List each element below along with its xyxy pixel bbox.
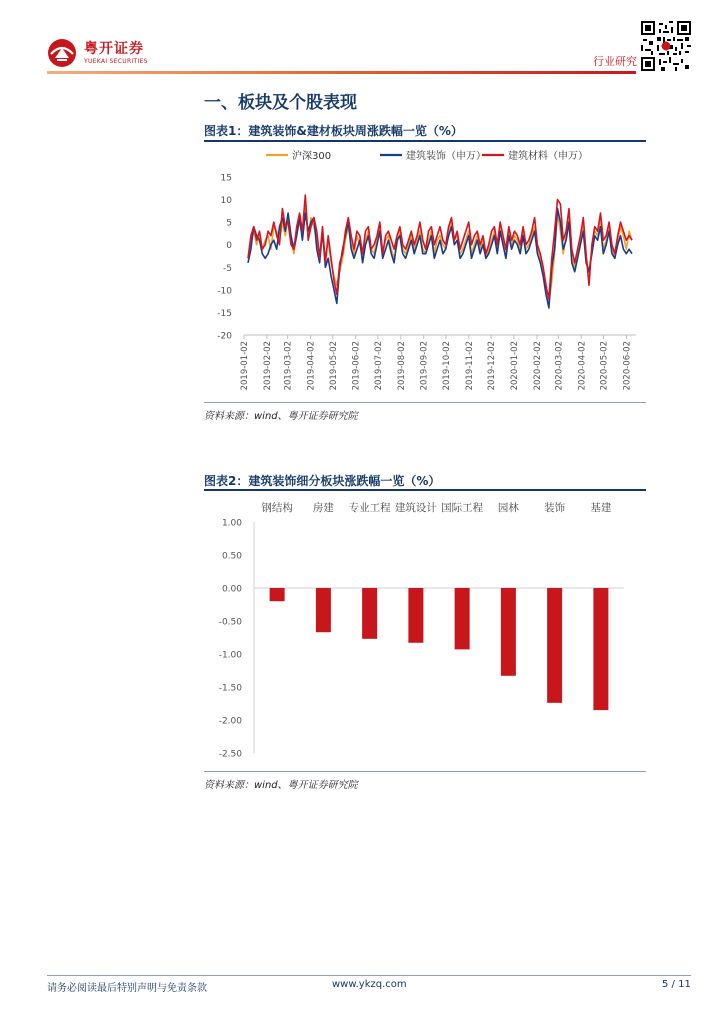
y-tick-label-4: -1.00	[218, 650, 242, 661]
category-label-2: 专业工程	[348, 502, 391, 514]
figure1-top-rule	[204, 140, 646, 142]
footer-disclaimer: 请务必阅读最后特别声明与免责条款	[47, 983, 207, 994]
x-tick-label-6: 2019-07-02	[373, 341, 384, 391]
bar-3	[408, 588, 423, 643]
y-tick-label-2: 0.00	[221, 584, 242, 595]
document-type: 行业研究	[593, 55, 637, 68]
figure2-source: 资料来源：wind、粤开证券研究院	[204, 780, 358, 791]
y-tick-label-2: 5	[226, 218, 232, 229]
brand-name-en: YUEKAI SECURITIES	[84, 58, 148, 65]
y-tick-label-7: -20	[217, 331, 232, 342]
y-tick-label-3: -0.50	[218, 617, 242, 628]
category-label-4: 国际工程	[441, 502, 484, 514]
bar-1	[316, 588, 331, 632]
figure1-source: 资料来源：wind、粤开证券研究院	[204, 411, 358, 422]
x-tick-label-1: 2019-02-02	[262, 341, 273, 391]
x-tick-label-5: 2019-06-02	[351, 341, 362, 391]
x-tick-label-8: 2019-09-02	[419, 341, 430, 391]
y-tick-label-3: 0	[226, 241, 232, 252]
bar-0	[270, 588, 285, 601]
figure2-bar-chart	[204, 492, 646, 768]
figure2-bottom-rule	[204, 771, 646, 772]
x-tick-label-9: 2019-10-02	[441, 341, 452, 391]
y-tick-label-6: -2.00	[218, 716, 242, 727]
x-tick-label-10: 2019-11-02	[464, 341, 475, 391]
footer-rule	[47, 975, 691, 976]
figure1-bottom-rule	[204, 402, 646, 403]
y-tick-label-1: 0.50	[221, 551, 242, 562]
bar-6	[547, 588, 562, 703]
x-tick-label-2: 2019-03-02	[283, 341, 294, 391]
company-logo-icon	[47, 38, 77, 68]
category-label-3: 建筑设计	[394, 502, 437, 514]
y-tick-label-0: 1.00	[221, 518, 242, 529]
x-tick-label-7: 2019-08-02	[396, 341, 407, 391]
y-tick-label-7: -2.50	[218, 749, 242, 760]
legend-label-2: 建筑材料（申万）	[508, 151, 588, 162]
x-tick-label-14: 2020-03-02	[554, 341, 565, 391]
figure1-series	[248, 195, 632, 308]
page-number: 5 / 11	[662, 979, 691, 990]
footer-url[interactable]: www.ykzq.com	[332, 979, 407, 990]
figure2-bars	[270, 588, 609, 710]
x-tick-label-4: 2019-05-02	[328, 341, 339, 391]
x-tick-label-16: 2020-05-02	[599, 341, 610, 391]
y-tick-label-5: -10	[217, 286, 232, 297]
bar-5	[501, 588, 516, 676]
bar-4	[455, 588, 470, 649]
figure1-x-axis	[240, 335, 636, 390]
figure2-top-rule	[204, 489, 646, 491]
y-tick-label-1: 10	[220, 196, 232, 207]
y-tick-label-0: 15	[220, 173, 232, 184]
y-tick-label-4: -5	[223, 263, 232, 274]
bar-7	[593, 588, 608, 710]
x-tick-label-0: 2019-01-02	[240, 341, 250, 391]
x-tick-label-11: 2019-12-02	[487, 341, 498, 391]
legend-label-0: 沪深300	[292, 151, 332, 162]
figure1-title: 图表1：建筑装饰&建材板块周涨跌幅一览（%）	[204, 124, 463, 138]
x-tick-label-13: 2020-02-02	[532, 341, 543, 391]
figure1-line-chart	[204, 143, 646, 399]
header-rule	[47, 71, 636, 74]
figure2-title: 图表2：建筑装饰细分板块涨跌幅一览（%）	[204, 474, 441, 488]
x-tick-label-17: 2020-06-02	[622, 341, 633, 391]
section-title: 一、板块及个股表现	[204, 93, 357, 113]
y-tick-label-5: -1.50	[218, 683, 242, 694]
x-tick-label-12: 2020-01-02	[509, 341, 520, 391]
qr-code-icon	[641, 21, 691, 71]
x-tick-label-3: 2019-04-02	[306, 341, 317, 391]
bar-2	[362, 588, 377, 639]
page-header	[0, 0, 724, 80]
category-label-0: 钢结构	[261, 502, 293, 514]
category-label-5: 园林	[497, 502, 519, 514]
figure1-y-axis	[217, 174, 232, 342]
brand-name: 粤开证券	[84, 41, 144, 57]
legend-label-1: 建筑装饰（申万）	[406, 151, 486, 162]
x-tick-label-15: 2020-04-02	[577, 341, 588, 391]
category-label-6: 装饰	[544, 502, 566, 514]
series-line-0	[248, 209, 632, 304]
category-label-7: 基建	[590, 502, 612, 514]
figure1-legend	[266, 149, 588, 162]
y-tick-label-6: -15	[217, 308, 232, 319]
category-label-1: 房建	[312, 502, 334, 514]
series-line-2	[248, 195, 632, 299]
figure2-category-labels	[261, 501, 611, 514]
